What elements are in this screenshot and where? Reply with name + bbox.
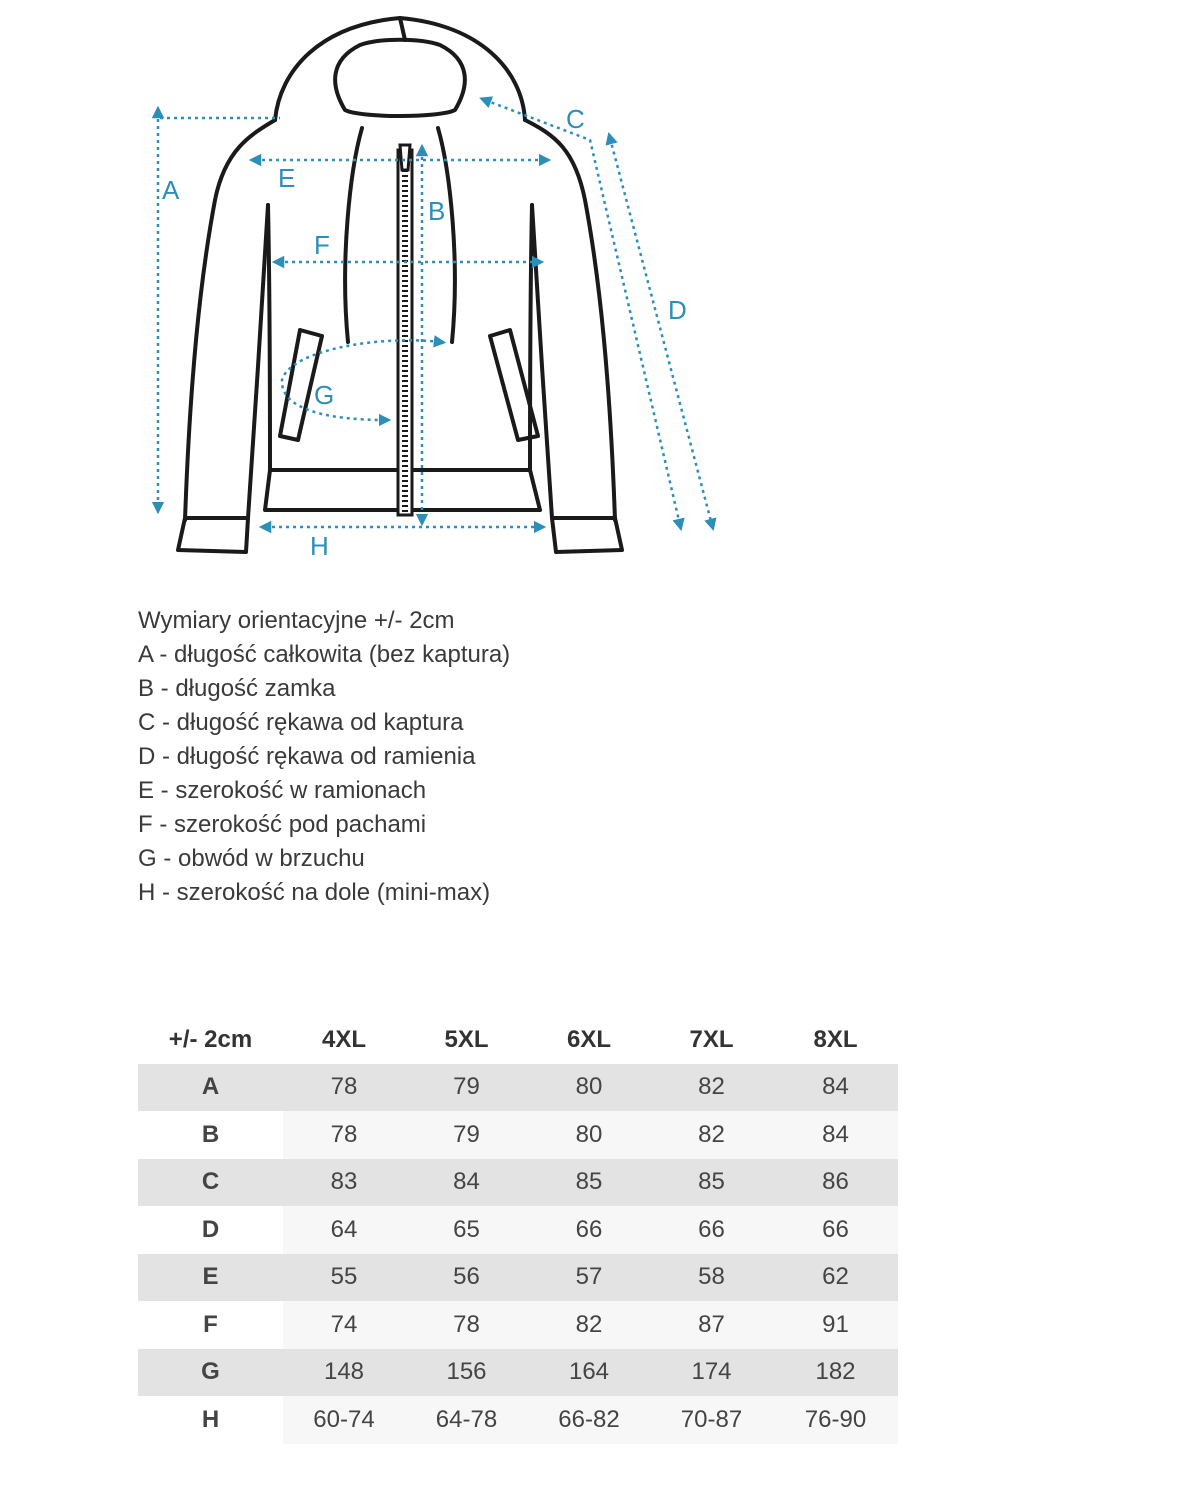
- label-b: B: [428, 196, 446, 226]
- row-label: F: [138, 1301, 283, 1349]
- table-cell: 83: [283, 1159, 405, 1207]
- table-row: [138, 1349, 898, 1397]
- table-cell: 91: [773, 1301, 898, 1349]
- header-size: 7XL: [689, 1025, 734, 1053]
- measure-c-line: [485, 100, 680, 525]
- table-cell: 58: [650, 1254, 773, 1302]
- legend-item-a: A - długość całkowita (bez kaptura): [138, 641, 511, 668]
- table-cell: 85: [528, 1159, 650, 1207]
- label-g: G: [314, 380, 335, 410]
- table-cell: 70-87: [650, 1396, 773, 1444]
- label-f: F: [314, 230, 330, 260]
- table-cell: 55: [283, 1254, 405, 1302]
- header-tolerance: +/- 2cm: [168, 1025, 253, 1053]
- table-row: [138, 1159, 898, 1207]
- measurement-lines: [158, 100, 712, 527]
- table-row: [138, 1254, 898, 1302]
- measurement-legend: [138, 604, 510, 910]
- table-cell: 66-82: [528, 1396, 650, 1444]
- hoodie-measurement-diagram: [0, 0, 1200, 600]
- table-cell: 84: [773, 1111, 898, 1159]
- table-cell: 79: [405, 1111, 528, 1159]
- legend-item-f: F - szerokość pod pachami: [138, 811, 427, 838]
- row-label: H: [138, 1396, 283, 1444]
- label-c: C: [566, 104, 585, 134]
- table-cell: 57: [528, 1254, 650, 1302]
- legend-item-c: C - długość rękawa od kaptura: [138, 709, 464, 736]
- size-table: [138, 1016, 898, 1444]
- row-label: D: [138, 1206, 283, 1254]
- legend-item-b: B - długość zamka: [138, 675, 336, 702]
- size-table-header: [138, 1016, 898, 1064]
- table-cell: 60-74: [283, 1396, 405, 1444]
- label-h: H: [310, 531, 329, 561]
- header-size: 5XL: [444, 1025, 489, 1053]
- legend-item-e: E - szerokość w ramionach: [138, 777, 427, 804]
- table-cell: 80: [528, 1111, 650, 1159]
- table-cell: 78: [283, 1064, 405, 1112]
- table-cell: 79: [405, 1064, 528, 1112]
- table-row: [138, 1206, 898, 1254]
- table-cell: 56: [405, 1254, 528, 1302]
- table-cell: 62: [773, 1254, 898, 1302]
- table-row: [138, 1111, 898, 1159]
- table-cell: 66: [773, 1206, 898, 1254]
- row-label: A: [138, 1064, 283, 1112]
- header-size: 4XL: [321, 1025, 366, 1053]
- table-cell: 78: [405, 1301, 528, 1349]
- table-cell: 64: [283, 1206, 405, 1254]
- legend-item-d: D - długość rękawa od ramienia: [138, 743, 476, 770]
- table-cell: 64-78: [405, 1396, 528, 1444]
- table-cell: 74: [283, 1301, 405, 1349]
- row-label: G: [138, 1349, 283, 1397]
- table-cell: 84: [773, 1064, 898, 1112]
- label-e: E: [278, 163, 296, 193]
- label-d: D: [668, 295, 687, 325]
- table-cell: 87: [650, 1301, 773, 1349]
- table-cell: 82: [650, 1111, 773, 1159]
- table-cell: 66: [650, 1206, 773, 1254]
- table-cell: 182: [773, 1349, 898, 1397]
- table-row: [138, 1064, 898, 1112]
- measure-d-line: [610, 138, 712, 525]
- table-row: [138, 1301, 898, 1349]
- table-cell: 76-90: [773, 1396, 898, 1444]
- table-row: [138, 1396, 898, 1444]
- table-cell: 164: [528, 1349, 650, 1397]
- header-size: 6XL: [566, 1025, 611, 1053]
- row-label: B: [138, 1111, 283, 1159]
- table-cell: 84: [405, 1159, 528, 1207]
- table-cell: 66: [528, 1206, 650, 1254]
- table-cell: 148: [283, 1349, 405, 1397]
- table-cell: 86: [773, 1159, 898, 1207]
- row-label: E: [138, 1254, 283, 1302]
- label-a: A: [162, 175, 180, 205]
- table-cell: 80: [528, 1064, 650, 1112]
- table-cell: 65: [405, 1206, 528, 1254]
- row-label: C: [138, 1159, 283, 1207]
- legend-item-h: H - szerokość na dole (mini-max): [138, 879, 491, 906]
- table-cell: 82: [528, 1301, 650, 1349]
- table-cell: 156: [405, 1349, 528, 1397]
- table-cell: 82: [650, 1064, 773, 1112]
- legend-item-g: G - obwód w brzuchu: [138, 845, 365, 872]
- table-cell: 85: [650, 1159, 773, 1207]
- legend-note: Wymiary orientacyjne +/- 2cm: [138, 607, 455, 634]
- header-size: 8XL: [813, 1025, 858, 1053]
- table-cell: 78: [283, 1111, 405, 1159]
- table-cell: 174: [650, 1349, 773, 1397]
- zipper: [398, 145, 412, 515]
